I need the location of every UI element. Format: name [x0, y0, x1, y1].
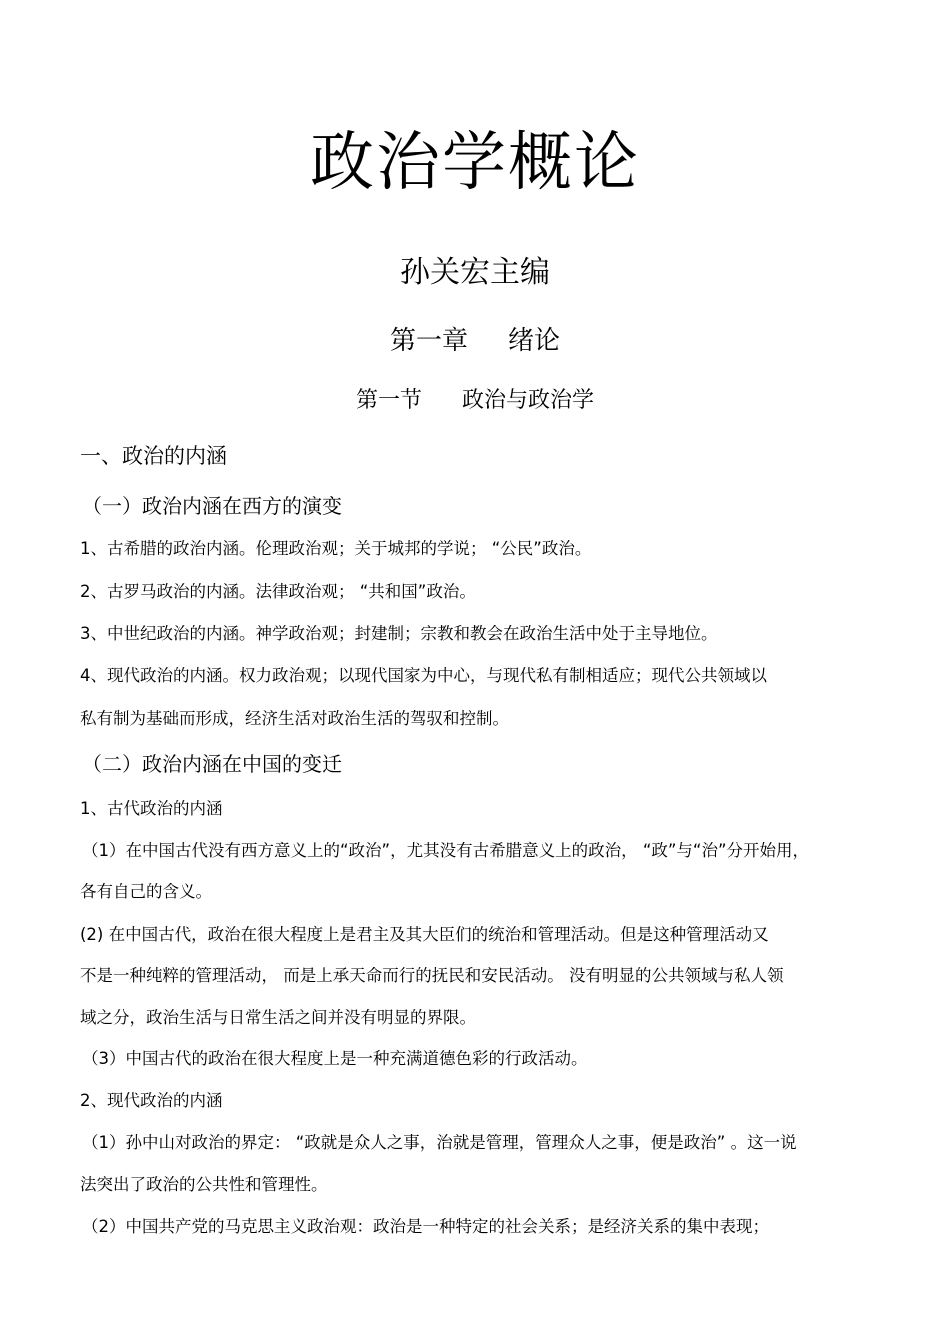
paragraph-line: 各有自己的含义。: [80, 882, 212, 901]
heading-level-1: 一、政治的内涵: [80, 444, 227, 468]
paragraph-line: 不是一种纯粹的管理活动， 而是上承天命而行的抚民和安民活动。 没有明显的公共领域与私人领: [80, 966, 784, 985]
heading-level-2: （一）政治内涵在西方的演变: [82, 494, 342, 518]
editor-line: 孙关宏主编: [400, 255, 550, 290]
paragraph-line: （2）中国共产党的马克思主义政治观：政治是一种特定的社会关系；是经济关系的集中表现；: [82, 1217, 769, 1236]
section-heading: [0, 388, 950, 414]
paragraph-line: 4、现代政治的内涵。权力政治观；以现代国家为中心，与现代私有制相适应；现代公共领域以: [80, 666, 767, 685]
section-name: 政治与政治学: [462, 388, 595, 413]
paragraph-line: （1）在中国古代没有西方意义上的“政治”，尤其没有古希腊意义上的政治， “政”与“治”分开始用，: [82, 841, 810, 860]
paragraph-line: 1、古代政治的内涵: [80, 799, 223, 818]
chapter-number: 第一章: [389, 326, 468, 356]
paragraph-line: （3）中国古代的政治在很大程度上是一种充满道德色彩的行政活动。: [82, 1049, 588, 1068]
chapter-heading: [0, 326, 950, 357]
chapter-name: 绪论: [508, 326, 561, 356]
paragraph-line: 私有制为基础而形成，经济生活对政治生活的驾驭和控制。: [80, 709, 509, 728]
paragraph-line: 2、现代政治的内涵: [80, 1091, 223, 1110]
paragraph-line: （1）孙中山对政治的界定： “政就是众人之事，治就是管理，管理众人之事，便是政治” 。这一说: [82, 1133, 797, 1152]
document-title: 政治学概论: [310, 126, 640, 200]
paragraph-line: 3、中世纪政治的内涵。神学政治观；封建制；宗教和教会在政治生活中处于主导地位。: [80, 624, 718, 643]
paragraph-line: (2) 在中国古代，政治在很大程度上是君主及其大臣们的统治和管理活动。但是这种管理活动又: [80, 925, 769, 944]
section-number: 第一节: [355, 388, 422, 413]
paragraph-line: 域之分，政治生活与日常生活之间并没有明显的界限。: [80, 1008, 476, 1027]
paragraph-line: 法突出了政治的公共性和管理性。: [80, 1175, 328, 1194]
paragraph-line: 2、古罗马政治的内涵。法律政治观； “共和国”政治。: [80, 582, 476, 601]
heading-level-2: （二）政治内涵在中国的变迁: [82, 752, 342, 776]
paragraph-line: 1、古希腊的政治内涵。伦理政治观；关于城邦的学说； “公民”政治。: [80, 539, 592, 558]
